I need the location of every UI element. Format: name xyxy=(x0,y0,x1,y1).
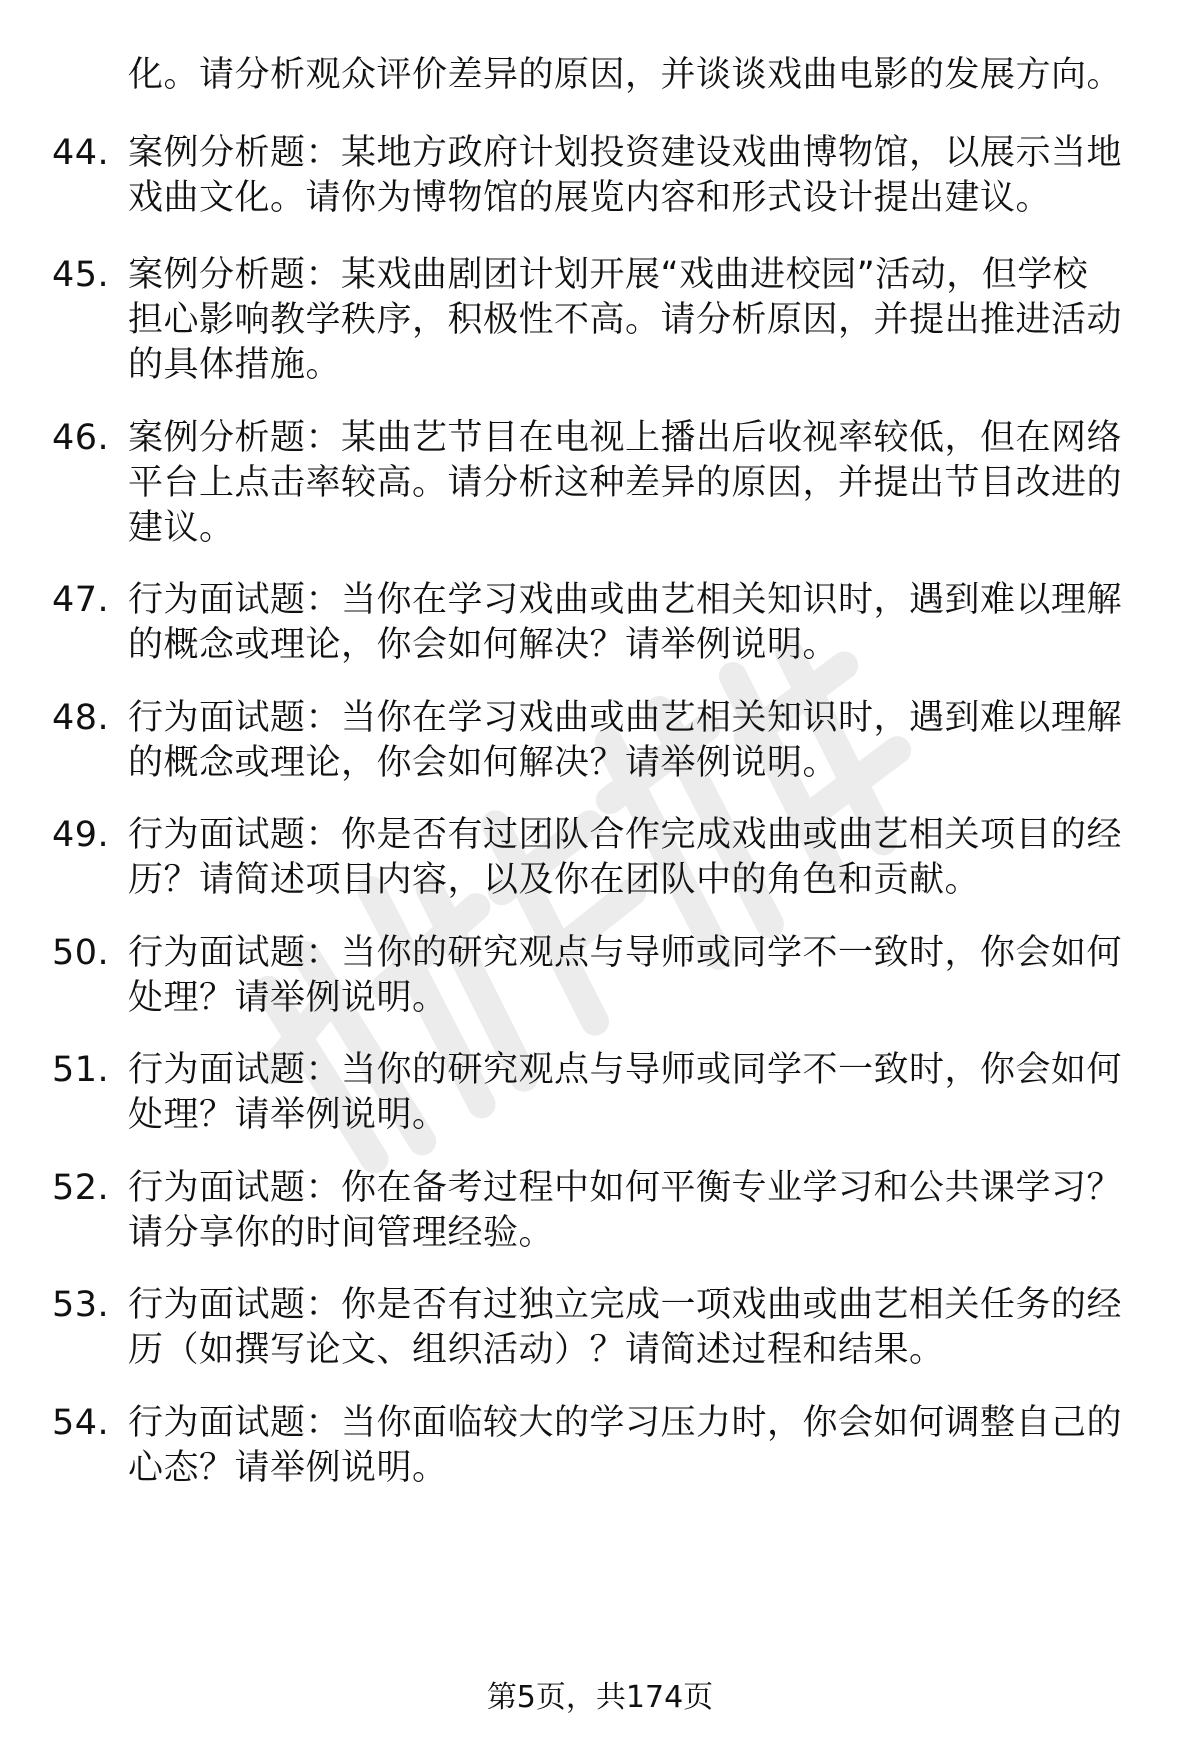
question-text-line: 行为面试题：当你的研究观点与导师或同学不一致时，你会如何 xyxy=(128,1050,1123,1090)
page-footer: 第5页，共174页 xyxy=(486,1680,714,1715)
question-text-line: 历（如撰写论文、组织活动）？请简述过程和结果。 xyxy=(128,1330,945,1370)
question-text-line: 的概念或理论，你会如何解决？请举例说明。 xyxy=(128,625,839,665)
question-number: 48. xyxy=(52,698,110,738)
question-number: 44. xyxy=(52,133,110,173)
question-text-line: 案例分析题：某曲艺节目在电视上播出后收视率较低，但在网络 xyxy=(128,418,1123,458)
question-text-line: 处理？请举例说明。 xyxy=(128,978,448,1018)
question-text-line: 行为面试题：当你在学习戏曲或曲艺相关知识时，遇到难以理解 xyxy=(128,698,1123,738)
question-number: 49. xyxy=(52,815,110,855)
question-text-line: 案例分析题：某戏曲剧团计划开展“戏曲进校园”活动，但学校 xyxy=(128,255,1089,295)
question-text-line: 请分享你的时间管理经验。 xyxy=(128,1213,555,1253)
question-text-line: 行为面试题：你是否有过独立完成一项戏曲或曲艺相关任务的经 xyxy=(128,1285,1123,1325)
question-text-line: 担心影响教学秩序，积极性不高。请分析原因，并提出推进活动 xyxy=(128,300,1123,340)
question-text-line: 行为面试题：当你在学习戏曲或曲艺相关知识时，遇到难以理解 xyxy=(128,580,1123,620)
question-text-line: 行为面试题：你在备考过程中如何平衡专业学习和公共课学习？ xyxy=(128,1168,1123,1208)
question-text-line: 心态？请举例说明。 xyxy=(128,1448,448,1488)
question-number: 46. xyxy=(52,418,110,458)
question-number: 52. xyxy=(52,1168,110,1208)
question-number: 54. xyxy=(52,1403,110,1443)
question-text-line: 行为面试题：当你面临较大的学习压力时，你会如何调整自己的 xyxy=(128,1403,1123,1443)
question-text-line: 建议。 xyxy=(128,508,235,548)
question-number: 53. xyxy=(52,1285,110,1325)
question-text-line: 历？请简述项目内容，以及你在团队中的角色和贡献。 xyxy=(128,860,981,900)
question-number: 51. xyxy=(52,1050,110,1090)
question-number: 47. xyxy=(52,580,110,620)
question-text-line: 处理？请举例说明。 xyxy=(128,1095,448,1135)
question-text-line: 的概念或理论，你会如何解决？请举例说明。 xyxy=(128,743,839,783)
question-number: 50. xyxy=(52,933,110,973)
continuation-line: 化。请分析观众评价差异的原因，并谈谈戏曲电影的发展方向。 xyxy=(128,55,1123,95)
question-text-line: 的具体措施。 xyxy=(128,345,342,385)
question-text-line: 平台上点击率较高。请分析这种差异的原因，并提出节目改进的 xyxy=(128,463,1123,503)
question-text-line: 戏曲文化。请你为博物馆的展览内容和形式设计提出建议。 xyxy=(128,178,1052,218)
question-text-line: 案例分析题：某地方政府计划投资建设戏曲博物馆，以展示当地 xyxy=(128,133,1123,173)
question-text-line: 行为面试题：当你的研究观点与导师或同学不一致时，你会如何 xyxy=(128,933,1123,973)
question-text-line: 行为面试题：你是否有过团队合作完成戏曲或曲艺相关项目的经 xyxy=(128,815,1123,855)
question-number: 45. xyxy=(52,255,110,295)
